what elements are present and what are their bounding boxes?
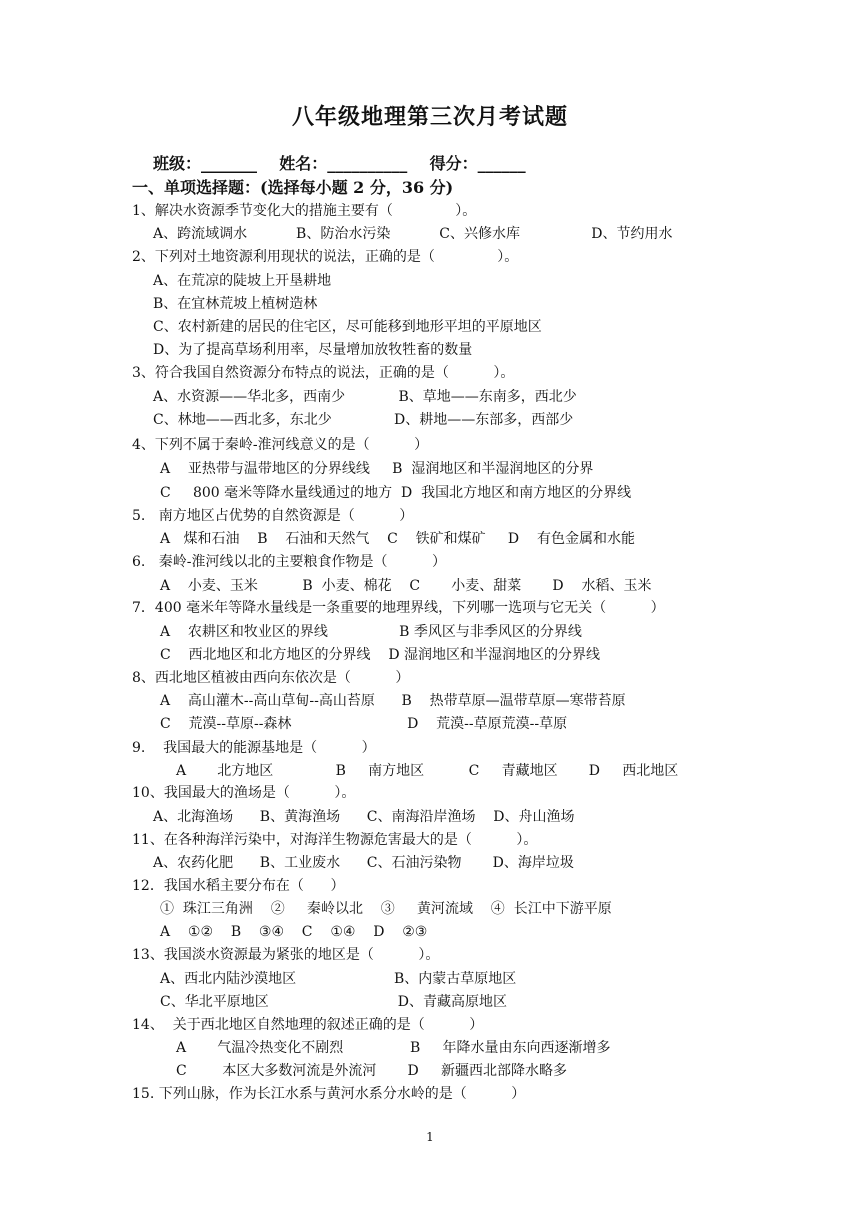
question-13-options-cd: C、华北平原地区 D、青藏高原地区 bbox=[160, 994, 507, 1010]
section-heading: 一、单项选择题：(选择每小题 2 分，36 分) bbox=[132, 178, 454, 197]
question-2-option-b: B、在宜林荒坡上植树造林 bbox=[153, 296, 318, 312]
question-3: 3、符合我国自然资源分布特点的说法，正确的是（ ）。 bbox=[132, 365, 515, 381]
question-6: 6. 秦岭-淮河线以北的主要粮食作物是（ ） bbox=[132, 554, 446, 570]
question-2-option-c: C、农村新建的居民的住宅区，尽可能移到地形平坦的平原地区 bbox=[153, 319, 542, 335]
question-10-options: A、北海渔场 B、黄海渔场 C、南海沿岸渔场 D、舟山渔场 bbox=[153, 809, 575, 825]
question-4: 4、下列不属于秦岭-淮河线意义的是（ ） bbox=[132, 437, 429, 453]
question-8-options-ab: A 高山灌木--高山草甸--高山苔原 B 热带草原—温带草原—寒带苔原 bbox=[160, 693, 626, 709]
student-info-line: 班级：_______ 姓名：__________ 得分：______ bbox=[153, 154, 526, 173]
question-4-options-ab: A 亚热带与温带地区的分界线线 B 湿润地区和半湿润地区的分界 bbox=[160, 461, 594, 477]
question-14-options-ab: A 气温冷热变化不剧烈 B 年降水量由东向西逐渐增多 bbox=[176, 1040, 611, 1056]
question-2-option-a: A、在荒凉的陡坡上开垦耕地 bbox=[153, 273, 332, 289]
page-title: 八年级地理第三次月考试题 bbox=[291, 104, 568, 130]
question-6-options: A 小麦、玉米 B 小麦、棉花 C 小麦、甜菜 D 水稻、玉米 bbox=[160, 578, 652, 594]
question-9: 9. 我国最大的能源基地是（ ） bbox=[132, 740, 376, 756]
question-15: 15. 下列山脉，作为长江水系与黄河水系分水岭的是（ ） bbox=[132, 1086, 526, 1102]
question-14-options-cd: C 本区大多数河流是外流河 D 新疆西北部降水略多 bbox=[176, 1063, 567, 1079]
question-11: 11、在各种海洋污染中，对海洋生物源危害最大的是（ ）。 bbox=[132, 832, 538, 848]
question-12-items: ① 珠江三角洲 ② 秦岭以北 ③ 黄河流域 ④ 长江中下游平原 bbox=[160, 901, 612, 917]
question-1-options: A、跨流域调水 B、防治水污染 C、兴修水库 D、节约用水 bbox=[153, 226, 673, 242]
question-12: 12．我国水稻主要分布在（ ） bbox=[132, 878, 345, 894]
question-3-options-ab: A、水资源——华北多，西南少 B、草地——东南多，西北少 bbox=[153, 389, 577, 405]
question-13-options-ab: A、西北内陆沙漠地区 B、内蒙古草原地区 bbox=[160, 971, 517, 987]
question-7-options-ab: A 农耕区和牧业区的界线 B 季风区与非季风区的分界线 bbox=[160, 624, 582, 640]
question-5: 5. 南方地区占优势的自然资源是（ ） bbox=[132, 508, 414, 524]
question-14: 14、 关于西北地区自然地理的叙述正确的是（ ） bbox=[132, 1017, 484, 1033]
question-7-options-cd: C 西北地区和北方地区的分界线 D 湿润地区和半湿润地区的分界线 bbox=[160, 647, 600, 663]
question-9-options: A 北方地区 B 南方地区 C 青藏地区 D 西北地区 bbox=[176, 763, 679, 779]
question-10: 10、我国最大的渔场是（ ）。 bbox=[132, 785, 356, 801]
question-7: 7．400 毫米年等降水量线是一条重要的地理界线，下列哪一选项与它无关（ ） bbox=[132, 600, 665, 616]
question-4-options-cd: C 800 毫米等降水量线通过的地方 D 我国北方地区和南方地区的分界线 bbox=[160, 485, 632, 501]
question-5-options: A 煤和石油 B 石油和天然气 C 铁矿和煤矿 D 有色金属和水能 bbox=[160, 531, 635, 547]
question-11-options: A、农药化肥 B、工业废水 C、石油污染物 D、海岸垃圾 bbox=[153, 855, 574, 871]
question-1: 1、解决水资源季节变化大的措施主要有（ ）。 bbox=[132, 203, 477, 219]
question-2: 2、下列对土地资源利用现状的说法，正确的是（ ）。 bbox=[132, 249, 519, 265]
question-8-options-cd: C 荒漠--草原--森林 D 荒漠--草原荒漠--草原 bbox=[160, 716, 568, 732]
question-2-option-d: D、为了提高草场利用率，尽量增加放牧牲畜的数量 bbox=[153, 342, 473, 358]
question-13: 13、我国淡水资源最为紧张的地区是（ ）。 bbox=[132, 947, 440, 963]
question-12-options: A ①② B ③④ C ①④ D ②③ bbox=[160, 924, 428, 940]
question-8: 8、西北地区植被由西向东依次是（ ） bbox=[132, 670, 410, 686]
question-3-options-cd: C、林地——西北多，东北少 D、耕地——东部多，西部少 bbox=[153, 412, 574, 428]
page-number: 1 bbox=[426, 1130, 434, 1144]
